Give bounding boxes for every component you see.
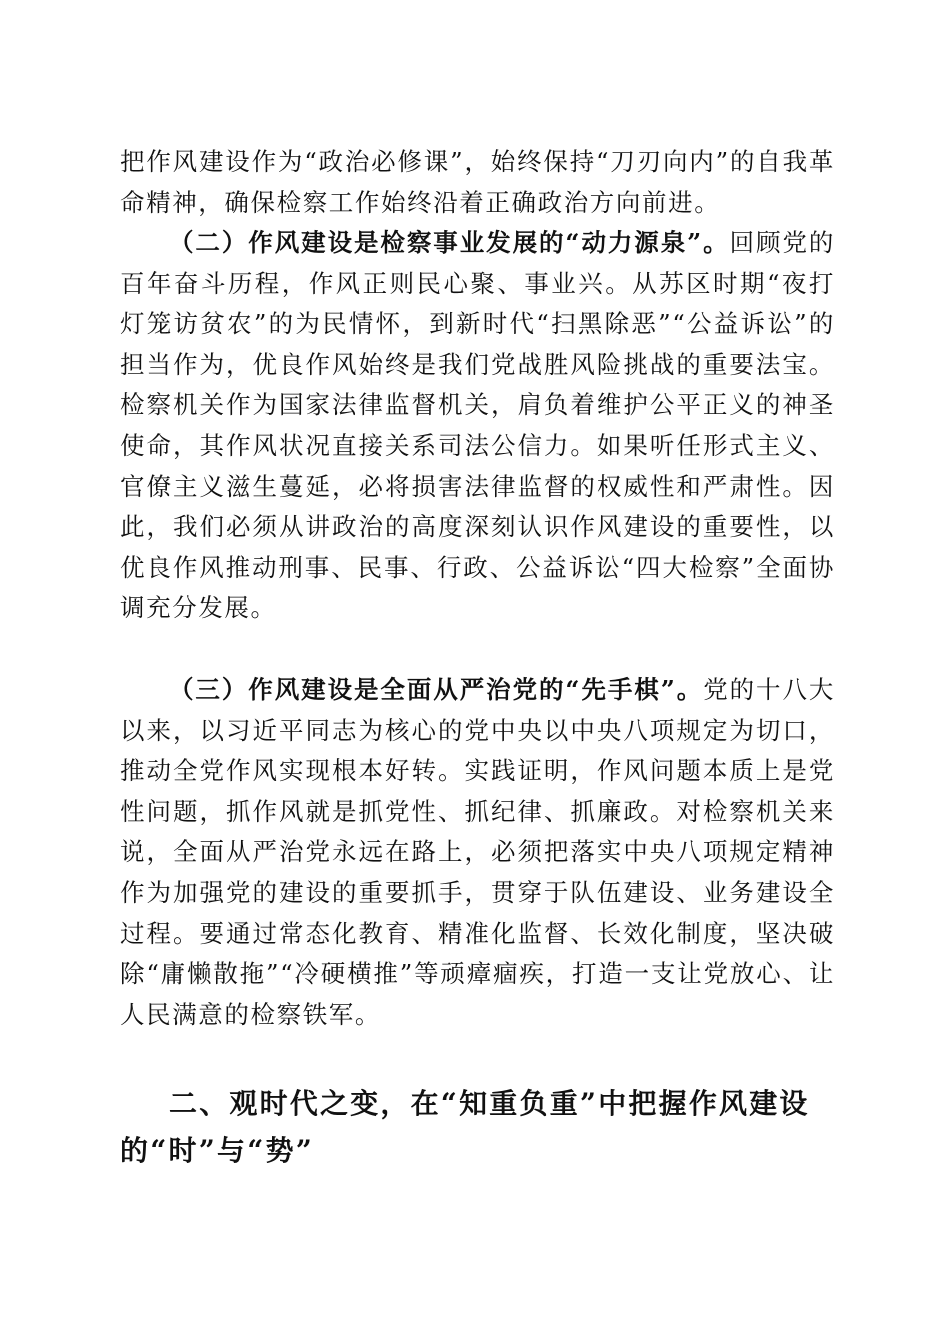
paragraph-text: 把作风建设作为“政治必修课”，始终保持“刀刃向内”的自我革命精神，确保检察工作始终沿着正确政治方向前进。 [120, 147, 835, 217]
paragraph-lead: （二）作风建设是检察事业发展的“动力源泉”。 [169, 228, 730, 257]
paragraph-section-2 [120, 223, 835, 629]
paragraph-text: 党的十八大以来，以习近平同志为核心的党中央以中央八项规定为切口，推动全党作风实现根本好转。实践证明，作风问题本质上是党性问题，抓作风就是抓党性、抓纪律、抓廉政。对检察机关来说，全面从严治党永远在路上，必须把落实中央八项规定精神作为加强党的建设的重要抓手，贯穿于队伍建设、业务建设全过程。要通过常态化教育、精准化监督、长效化制度，坚决破除“庸懒散拖”“冷硬横推”等顽瘴痼疾，打造一支让党放心、让人民满意的检察铁军。 [120, 675, 835, 1029]
section-heading: 二、观时代之变，在“知重负重”中把握作风建设的“时”与“势” [120, 1087, 810, 1167]
paragraph-lead: （三）作风建设是全面从严治党的“先手棋”。 [169, 675, 704, 704]
paragraph-text: 回顾党的百年奋斗历程，作风正则民心聚、事业兴。从苏区时期“夜打灯笼访贫农”的为民情怀，到新时代“扫黑除恶”“公益诉讼”的担当作为，优良作风始终是我们党战胜风险挑战的重要法宝。检察机关作为国家法律监督机关，肩负着维护公平正义的神圣使命，其作风状况直接关系司法公信力。如果听任形式主义、官僚主义滋生蔓延，必将损害法律监督的权威性和严肃性。因此，我们必须从讲政治的高度深刻认识作风建设的重要性，以优良作风推动刑事、民事、行政、公益诉讼“四大检察”全面协调充分发展。 [120, 228, 835, 623]
paragraph-section-3 [120, 670, 835, 1035]
paragraph-continuation [120, 142, 835, 223]
